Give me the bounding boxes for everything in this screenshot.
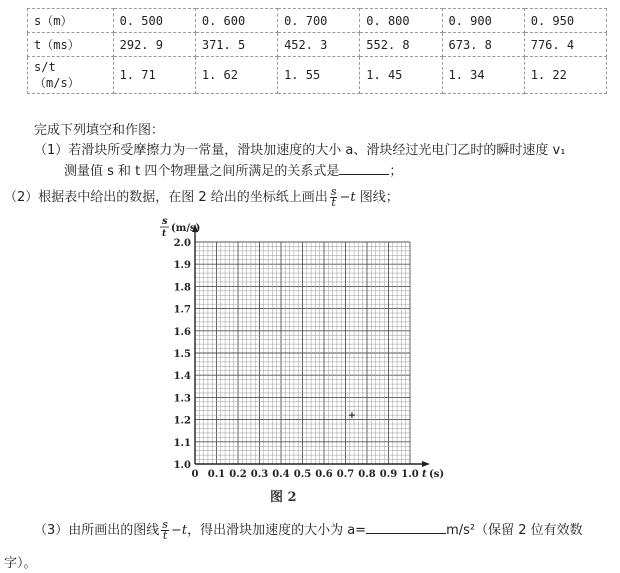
table-cell: 371. 5 bbox=[195, 33, 277, 57]
table-cell: 1. 55 bbox=[278, 57, 360, 94]
row-header-line1: s/t bbox=[34, 60, 56, 74]
x-axis-arrow bbox=[422, 461, 430, 467]
y-tick-label: 1.3 bbox=[173, 393, 191, 405]
x-tick-label: 1.0 bbox=[401, 469, 419, 480]
x-tick-label: 0.8 bbox=[358, 469, 376, 480]
question-3-unit: m/s²（保留 2 位有效数 bbox=[446, 523, 583, 538]
x-axis-label: t bbox=[422, 469, 427, 480]
y-axis-label-denominator: t bbox=[162, 229, 167, 239]
data-table bbox=[27, 8, 607, 94]
row-header bbox=[28, 57, 114, 94]
question-1-text: 测量值 s 和 t 四个物理量之间所满足的关系式是 bbox=[64, 164, 340, 179]
x-tick-label: 0 bbox=[191, 469, 199, 480]
y-axis-label-unit: (m/s) bbox=[171, 223, 201, 234]
fraction-numerator: s bbox=[330, 185, 337, 198]
table-row bbox=[28, 33, 607, 57]
question-1-line-1: （1）若滑块所受摩擦力为一常量，滑块加速度的大小 a、滑块经过光电门乙时的瞬时速度 v₁ bbox=[34, 143, 566, 158]
fraction-denominator: t bbox=[331, 196, 336, 209]
table-cell: 1. 22 bbox=[524, 57, 606, 94]
table-cell: 0. 500 bbox=[113, 9, 195, 33]
x-axis-label-unit: (s) bbox=[429, 469, 445, 480]
question-2-end: 图线； bbox=[355, 190, 399, 205]
row-header: s（m） bbox=[28, 9, 114, 33]
intro-text: 完成下列填空和作图： bbox=[34, 123, 165, 138]
y-tick-label: 1.6 bbox=[173, 326, 191, 338]
row-header: t（ms） bbox=[28, 33, 114, 57]
fraction-denominator: t bbox=[162, 529, 168, 542]
coordinate-paper-chart bbox=[150, 210, 445, 485]
fraction-s-over-t bbox=[330, 187, 338, 208]
minus-t: −t bbox=[170, 523, 188, 538]
table-cell: 292. 9 bbox=[113, 33, 195, 57]
table-cell: 1. 34 bbox=[442, 57, 524, 94]
x-tick-label: 0.2 bbox=[229, 469, 247, 480]
y-tick-label: 1.8 bbox=[173, 282, 191, 294]
table-cell: 1. 71 bbox=[113, 57, 195, 94]
x-tick-label: 0.4 bbox=[272, 469, 290, 480]
table-cell: 1. 62 bbox=[195, 57, 277, 94]
question-3-mid: ，得出滑块加速度的大小为 a= bbox=[187, 523, 367, 538]
answer-blank-1[interactable] bbox=[339, 162, 389, 175]
question-2 bbox=[4, 186, 399, 208]
x-tick-label: 0.5 bbox=[293, 469, 312, 480]
y-tick-label: 1.2 bbox=[173, 415, 191, 427]
question-3-line-2: 字）。 bbox=[4, 556, 37, 571]
x-tick-label: 0.3 bbox=[250, 469, 269, 480]
fraction-numerator: s bbox=[162, 518, 168, 531]
y-tick-label: 1.0 bbox=[173, 460, 191, 471]
table-cell: 1. 45 bbox=[360, 57, 442, 94]
table-row bbox=[28, 9, 607, 33]
question-3 bbox=[34, 519, 583, 541]
x-tick-label: 0.9 bbox=[379, 469, 398, 480]
y-tick-label: 1.5 bbox=[173, 349, 191, 360]
table-row bbox=[28, 57, 607, 94]
row-header-line2: （m/s） bbox=[34, 76, 80, 90]
table-cell: 0. 700 bbox=[278, 9, 360, 33]
x-tick-label: 0.7 bbox=[336, 469, 355, 480]
y-tick-label: 1.4 bbox=[173, 371, 191, 383]
figure-caption: 图 2 bbox=[270, 490, 297, 505]
table-cell: 673. 8 bbox=[442, 33, 524, 57]
question-1-end: ； bbox=[389, 164, 403, 179]
table-cell: 0. 800 bbox=[360, 9, 442, 33]
question-3-text: （3）由所画出的图线 bbox=[34, 523, 160, 538]
table-cell: 0. 900 bbox=[442, 9, 524, 33]
fraction-s-over-t bbox=[161, 520, 169, 541]
y-axis-label-numerator: s bbox=[162, 216, 168, 227]
y-tick-label: 1.7 bbox=[173, 304, 191, 316]
answer-blank-2[interactable] bbox=[366, 521, 446, 534]
table-cell: 0. 600 bbox=[195, 9, 277, 33]
table-cell: 552. 8 bbox=[360, 33, 442, 57]
table-cell: 452. 3 bbox=[278, 33, 360, 57]
minus-t: −t bbox=[339, 190, 356, 205]
y-tick-label: 1.1 bbox=[173, 437, 191, 449]
x-tick-label: 0.6 bbox=[315, 469, 333, 480]
x-tick-label: 0.1 bbox=[207, 469, 226, 480]
question-2-text: （2）根据表中给出的数据，在图 2 给出的坐标纸上画出 bbox=[4, 190, 328, 205]
y-tick-label: 1.9 bbox=[173, 260, 191, 272]
y-tick-label: 2.0 bbox=[173, 238, 191, 249]
table-cell: 776. 4 bbox=[524, 33, 606, 57]
question-1-line-2 bbox=[64, 160, 402, 179]
table-cell: 0. 950 bbox=[524, 9, 606, 33]
